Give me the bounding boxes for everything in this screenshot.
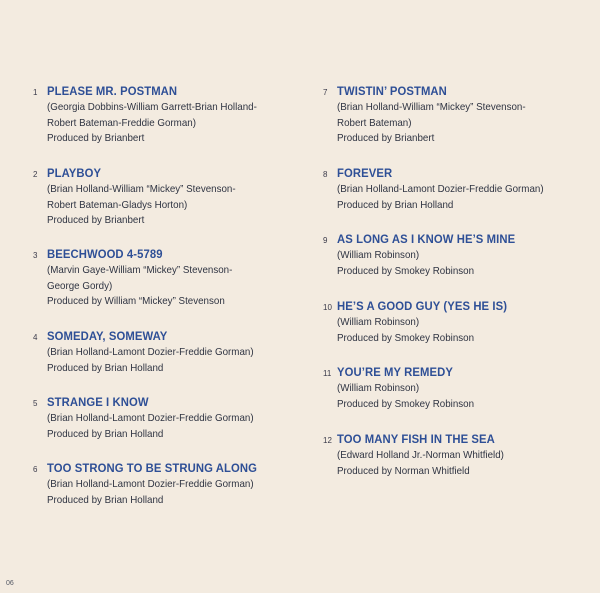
track-entry xyxy=(323,365,598,412)
track-producer: Produced by Brian Holland xyxy=(47,428,164,440)
track-entry xyxy=(33,329,308,376)
track-writers: Robert Bateman-Gladys Horton) xyxy=(47,199,188,211)
track-entry xyxy=(323,432,598,479)
track-number: 8 xyxy=(323,170,328,179)
track-producer: Produced by William “Mickey” Stevenson xyxy=(47,296,225,307)
track-producer: Produced by Smokey Robinson xyxy=(337,332,475,344)
track-producer: Produced by Smokey Robinson xyxy=(337,265,475,277)
track-entry xyxy=(323,166,598,213)
track-writers: (Georgia Dobbins-William Garrett-Brian Holland- xyxy=(47,102,257,113)
track-producer: Produced by Brian Holland xyxy=(337,199,454,211)
track-title: PLEASE MR. POSTMAN xyxy=(47,84,178,98)
track-writers: (Brian Holland-Lamont Dozier-Freddie Gorman) xyxy=(47,479,254,490)
track-number: 10 xyxy=(323,303,332,312)
track-writers: (William Robinson) xyxy=(337,250,420,261)
track-number: 2 xyxy=(33,170,38,179)
track-writers: (William Robinson) xyxy=(337,383,420,394)
track-title: SOMEDAY, SOMEWAY xyxy=(47,329,168,343)
track-title: AS LONG AS I KNOW HE’S MINE xyxy=(337,232,516,246)
track-producer: Produced by Brian Holland xyxy=(47,362,164,374)
track-writers: Robert Bateman) xyxy=(337,117,412,129)
track-title: TWISTIN’ POSTMAN xyxy=(337,84,447,98)
track-title: HE’S A GOOD GUY (YES HE IS) xyxy=(337,299,508,313)
track-title: PLAYBOY xyxy=(47,166,102,180)
track-number: 12 xyxy=(323,436,332,445)
track-entry xyxy=(33,461,308,508)
track-entry xyxy=(33,395,308,442)
track-producer: Produced by Brian Holland xyxy=(47,494,164,506)
track-number: 9 xyxy=(323,236,328,245)
track-number: 4 xyxy=(33,333,38,342)
track-number: 5 xyxy=(33,399,38,408)
track-number: 1 xyxy=(33,88,38,97)
track-writers: (Marvin Gaye-William “Mickey” Stevenson- xyxy=(47,265,233,276)
track-producer: Produced by Brianbert xyxy=(47,215,145,226)
track-writers: George Gordy) xyxy=(47,280,113,292)
track-producer: Produced by Norman Whitfield xyxy=(337,465,470,477)
track-number: 3 xyxy=(33,251,38,260)
track-title: STRANGE I KNOW xyxy=(47,395,149,409)
track-entry xyxy=(323,84,598,147)
track-entry xyxy=(33,247,308,310)
track-writers: (Brian Holland-William “Mickey” Stevenson- xyxy=(337,102,526,113)
track-title: YOU’RE MY REMEDY xyxy=(337,365,454,379)
track-writers: Robert Bateman-Freddie Gorman) xyxy=(47,117,196,129)
track-producer: Produced by Brianbert xyxy=(337,133,435,144)
track-title: TOO STRONG TO BE STRUNG ALONG xyxy=(47,461,257,475)
page-number: 06 xyxy=(6,580,14,587)
track-writers: (William Robinson) xyxy=(337,317,420,328)
track-entry xyxy=(323,232,598,279)
track-number: 6 xyxy=(33,465,38,474)
track-title: FOREVER xyxy=(337,166,393,180)
track-title: BEECHWOOD 4-5789 xyxy=(47,247,163,261)
track-title: TOO MANY FISH IN THE SEA xyxy=(337,432,495,446)
track-number: 7 xyxy=(323,88,328,97)
track-producer: Produced by Smokey Robinson xyxy=(337,398,475,410)
track-producer: Produced by Brianbert xyxy=(47,133,145,144)
track-entry xyxy=(33,166,308,229)
track-writers: (Edward Holland Jr.-Norman Whitfield) xyxy=(337,450,504,461)
track-number: 11 xyxy=(323,369,332,378)
track-writers: (Brian Holland-William “Mickey” Stevenson- xyxy=(47,184,236,195)
track-writers: (Brian Holland-Lamont Dozier-Freddie Gorman) xyxy=(47,347,254,358)
track-entry xyxy=(323,299,598,346)
track-entry xyxy=(33,84,308,147)
track-writers: (Brian Holland-Lamont Dozier-Freddie Gorman) xyxy=(47,413,254,424)
track-writers: (Brian Holland-Lamont Dozier-Freddie Gorman) xyxy=(337,184,544,195)
